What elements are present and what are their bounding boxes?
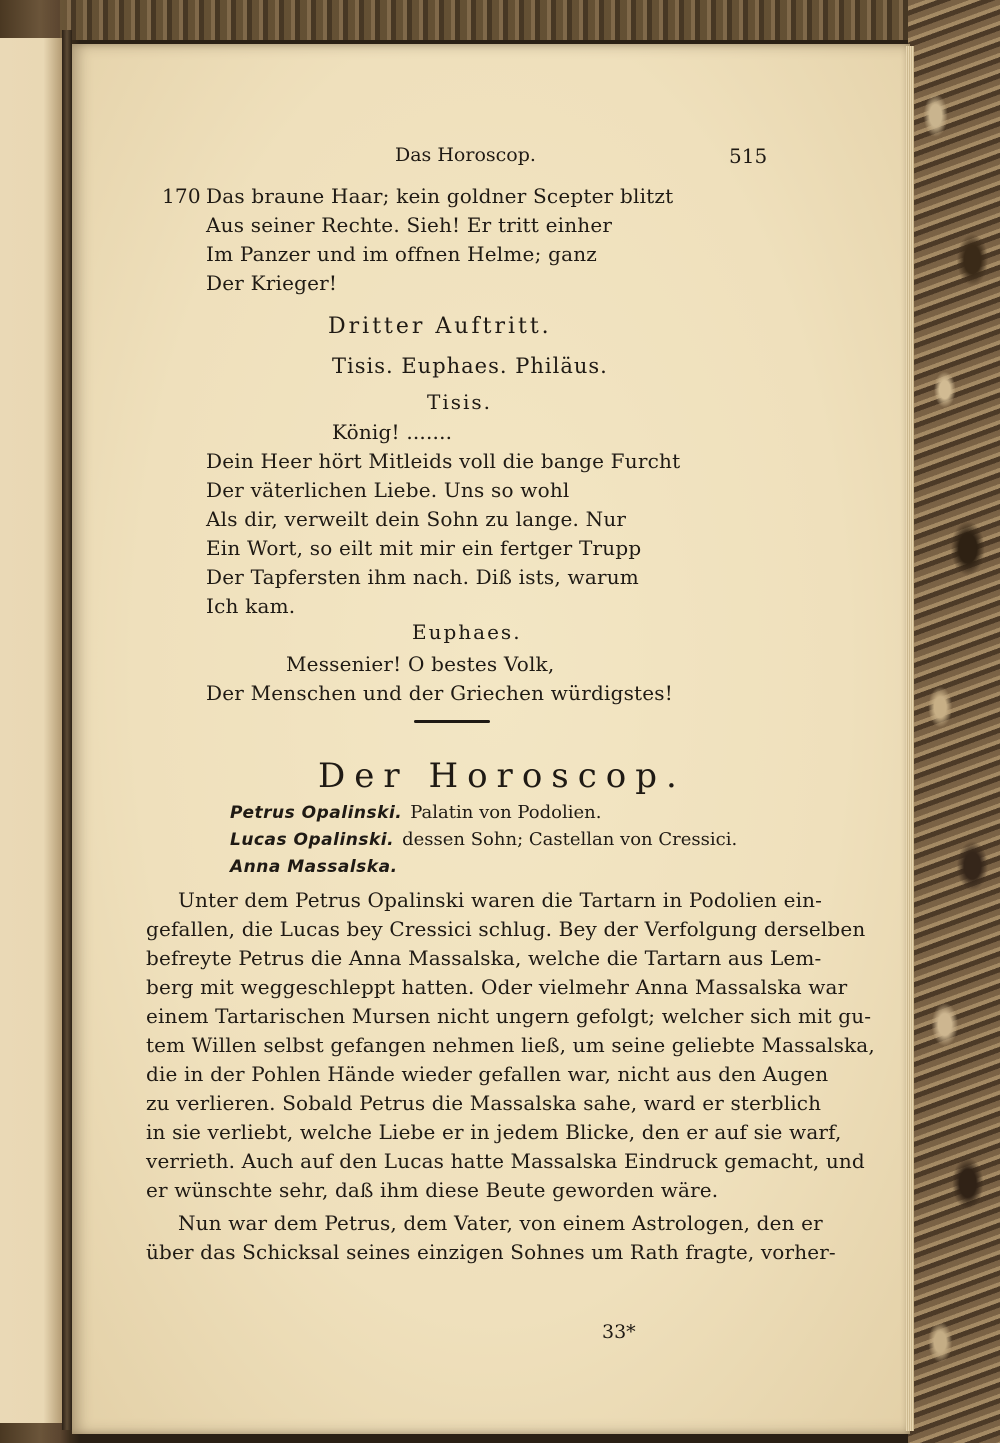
cast-name: Petrus Opalinski. — [230, 803, 403, 823]
prose-line: tem Willen selbst gefangen nehmen ließ, um seine geliebte Massalska, — [146, 1033, 875, 1057]
speech-line: Messenier! O bestes Volk, — [286, 652, 555, 676]
prose-line: verrieth. Auch auf den Lucas hatte Massalska Eindruck gemacht, und — [146, 1149, 865, 1173]
cast-description: dessen Sohn; Castellan von Cressici. — [402, 829, 738, 850]
scene-characters: Tisis. Euphaes. Philäus. — [332, 354, 608, 378]
speech-line: Der Menschen und der Griechen würdigstes! — [206, 681, 674, 705]
scene-heading: Dritter Auftritt. — [328, 314, 552, 339]
book-gutter — [62, 30, 72, 1430]
speaker-tisis: Tisis. — [427, 390, 493, 414]
prose-line: in sie verliebt, welche Liebe er in jedem Blicke, den er auf sie warf, — [146, 1120, 842, 1144]
cast-name: Anna Massalska. — [230, 857, 398, 877]
speech-line: König! ....... — [332, 420, 453, 444]
speech-line: Als dir, verweilt dein Sohn zu lange. Nur — [206, 507, 627, 531]
prose-line: er wünschte sehr, daß ihm diese Beute geworden wäre. — [146, 1178, 719, 1202]
verse-number: 170 — [162, 184, 201, 208]
signature-mark: 33* — [602, 1321, 636, 1343]
verse-line-3: Im Panzer und im offnen Helme; ganz — [206, 242, 598, 266]
left-page-edge — [0, 38, 65, 1423]
verse-line-1 — [162, 182, 673, 210]
verse-line-2: Aus seiner Rechte. Sieh! Er tritt einher — [206, 213, 613, 237]
page-number: 515 — [729, 144, 768, 168]
speech-line: Ein Wort, so eilt mit mir ein fertger Trupp — [206, 536, 642, 560]
prose-line: befreyte Petrus die Anna Massalska, welche die Tartarn aus Lem- — [146, 946, 822, 970]
speech-line: Der väterlichen Liebe. Uns so wohl — [206, 478, 570, 502]
cast-entry — [230, 802, 601, 823]
prose-line: zu verlieren. Sobald Petrus die Massalska sahe, ward er sterblich — [146, 1091, 822, 1115]
speech-line: Dein Heer hört Mitleids voll die bange Furcht — [206, 449, 681, 473]
speaker-euphaes: Euphaes. — [412, 620, 522, 644]
prose-line: gefallen, die Lucas bey Cressici schlug. Bey der Verfolgung derselben — [146, 917, 866, 941]
speech-line: Ich kam. — [206, 594, 296, 618]
prose-line: Unter dem Petrus Opalinski waren die Tartarn in Podolien ein- — [178, 888, 823, 912]
cast-description: Palatin von Podolien. — [410, 802, 602, 823]
prose-line: einem Tartarischen Mursen nicht ungern gefolgt; welcher sich mit gu- — [146, 1004, 872, 1028]
page-text — [72, 44, 910, 1434]
prose-line: Nun war dem Petrus, dem Vater, von einem Astrologen, den er — [178, 1211, 823, 1235]
cast-entry — [230, 829, 737, 850]
cast-name: Lucas Opalinski. — [230, 830, 395, 850]
cast-entry — [230, 856, 406, 877]
verse-line-4: Der Krieger! — [206, 271, 338, 295]
section-title: Der Horoscop. — [318, 756, 686, 796]
speech-line: Der Tapfersten ihm nach. Diß ists, warum — [206, 565, 639, 589]
prose-line: berg mit weggeschleppt hatten. Oder vielmehr Anna Massalska war — [146, 975, 848, 999]
section-divider-rule — [414, 720, 490, 723]
verse-line-text: Das braune Haar; kein goldner Scepter blitzt — [206, 184, 674, 208]
marbled-cover — [908, 0, 1000, 1443]
prose-line: über das Schicksal seines einzigen Sohnes um Rath fragte, vorher- — [146, 1240, 836, 1264]
running-head: Das Horoscop. — [395, 144, 536, 166]
book-top-edge — [60, 0, 940, 40]
prose-line: die in der Pohlen Hände wieder gefallen war, nicht aus den Augen — [146, 1062, 829, 1086]
